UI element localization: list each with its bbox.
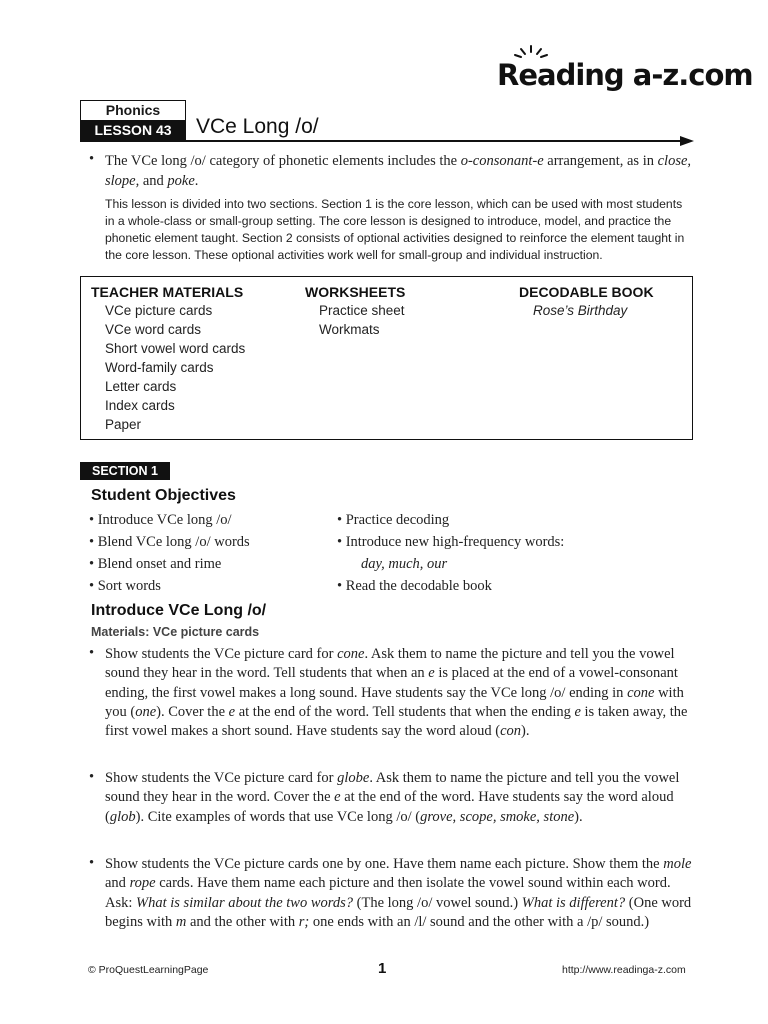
worksheets-column xyxy=(305,283,405,339)
objective-item: • Introduce VCe long /o/ xyxy=(89,512,232,528)
lesson-structure-note: This lesson is divided into two sections. Section 1 is the core lesson, which can be used with most students in a whole-class or small-group setting. The core lesson is designed to introduce, model, and practice the phonetic element taught. Section 2 consists of optional activities designed to reinforce the element taught in the core lesson. These optional activities work well for small-group and individual instruction. xyxy=(105,197,685,262)
high-frequency-words: day, much, our xyxy=(361,556,448,572)
objectives-left xyxy=(89,509,250,597)
bullet-dot: • xyxy=(89,151,95,167)
introduce-heading: Introduce VCe Long /o/ xyxy=(91,602,267,619)
materials-line: Materials: VCe picture cards xyxy=(91,625,260,639)
objective-item: • Sort words xyxy=(89,578,161,594)
header-rule-arrow xyxy=(80,134,695,148)
logo-text: Reading a-z.com xyxy=(497,58,753,92)
worksheets-heading: WORKSHEETS xyxy=(305,284,406,300)
bullet-dot: • xyxy=(89,769,95,785)
lesson-number: LESSON 43 xyxy=(80,120,186,140)
page-number: 1 xyxy=(378,960,387,977)
objective-item: • Introduce new high-frequency words: xyxy=(337,534,565,550)
decodable-book-column xyxy=(519,283,654,320)
book-title: Rose’s Birthday xyxy=(533,303,628,318)
material-item: Letter cards xyxy=(105,379,177,394)
decodable-book-heading: DECODABLE BOOK xyxy=(519,284,654,300)
readinga-z-logo xyxy=(497,44,753,96)
instruction-paragraph-2: Show students the VCe picture card for globe. Ask them to name the picture and tell you the vowel sound they hear in the word. Cover the e at the end of the word. Have students say the word aloud (glob). Cite examples of words that use VCe long /o/ (grove, scope, smoke, stone). xyxy=(105,770,680,825)
lesson-category: Phonics xyxy=(80,100,186,120)
objectives-right xyxy=(337,509,564,597)
material-item: VCe picture cards xyxy=(105,303,213,318)
worksheet-item: Practice sheet xyxy=(319,303,405,318)
footer-url[interactable]: http://www.readinga-z.com xyxy=(562,964,686,976)
lesson-title: VCe Long /o/ xyxy=(196,115,319,138)
teacher-materials-heading: TEACHER MATERIALS xyxy=(91,284,244,300)
objective-item: • Read the decodable book xyxy=(337,578,492,594)
material-item: Index cards xyxy=(105,398,175,413)
footer-copyright: © ProQuestLearningPage xyxy=(88,964,209,976)
material-item: Paper xyxy=(105,417,142,432)
objective-item: • Blend VCe long /o/ words xyxy=(89,534,250,550)
objectives-heading: Student Objectives xyxy=(91,487,236,504)
material-item: Word-family cards xyxy=(105,360,214,375)
material-item: Short vowel word cards xyxy=(105,341,246,356)
materials-box xyxy=(80,276,693,440)
objective-item: • Practice decoding xyxy=(337,512,450,528)
section-tag: SECTION 1 xyxy=(80,462,170,480)
intro-bullet-text: The VCe long /o/ category of phonetic elements includes the o-consonant-e arrangement, as in close, slope, and poke. xyxy=(105,153,692,189)
teacher-materials-column xyxy=(91,283,245,434)
instruction-paragraph-3: Show students the VCe picture cards one by one. Have them name each picture. Show them the mole and rope cards. Have them name each picture and then isolate the vowel sound within each word. Ask: What is similar about the two words? (The long /o/ vowel sound.) What is different? (One word begins with m and the other with r; one ends with an /l/ sound and the other with a /p/ sound.) xyxy=(105,856,692,930)
bullet-dot: • xyxy=(89,855,95,871)
objective-item: • Blend onset and rime xyxy=(89,556,222,572)
material-item: VCe word cards xyxy=(105,322,202,337)
worksheet-item: Workmats xyxy=(319,322,380,337)
instruction-paragraph-1: Show students the VCe picture card for cone. Ask them to name the picture and tell you the vowel sound they hear in the word. Tell students that when an e is placed at the end of a vowel-consonant ending, the first vowel makes a long sound. Have students say the VCe long /o/ ending in cone with you (one). Cover the e at the end of the word. Tell students that when the ending e is taken away, the first vowel makes a short sound. Have students say the word aloud (con). xyxy=(105,646,688,740)
bullet-dot: • xyxy=(89,645,95,661)
